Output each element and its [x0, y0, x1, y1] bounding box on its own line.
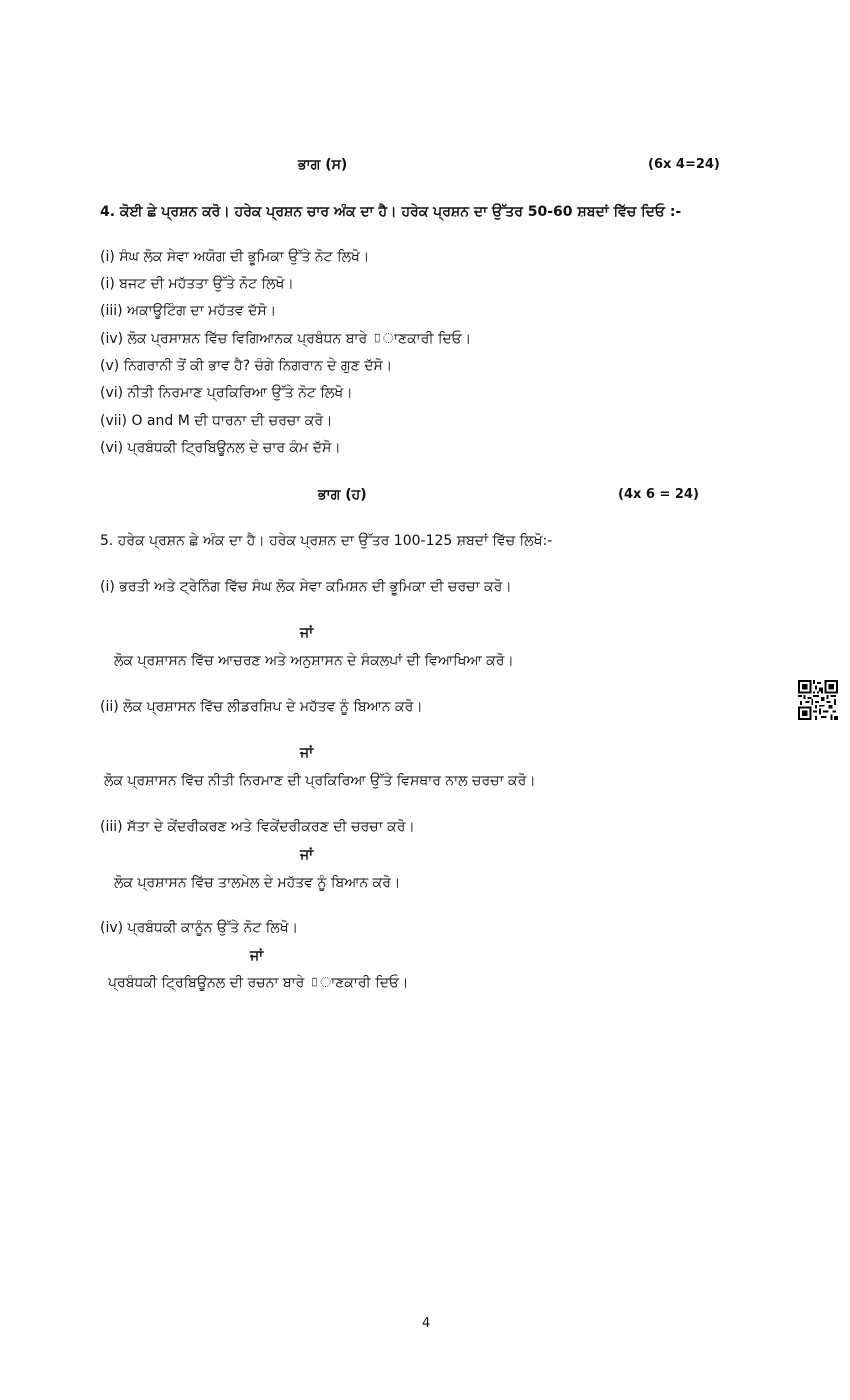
long-question-3: (iii) ਸੱਤਾ ਦੇ ਕੇਂਦਰੀਕਰਣ ਅਤੇ ਵਿਕੇਂਦਰੀਕਰਣ ਦੀ ਚਰਚਾ ਕਰੋ। — [100, 819, 415, 835]
question-item: (iii) ਅਕਾਊਟਿੰਗ ਦਾ ਮਹੱਤਵ ਦੱਸੋ। — [100, 303, 277, 319]
section-s-instruction: 4. ਕੋਈ ਛੇ ਪ੍ਰਸ਼ਨ ਕਰੋ। ਹਰੇਕ ਪ੍ਰਸ਼ਨ ਚਾਰ ਅੰਕ ਦਾ ਹੈ। ਹਰੇਕ ਪ੍ਰਸ਼ਨ ਦਾ ਉੱਤਰ 50-60 ਸ਼ਬਦਾਂ ਵਿੱਚ ਦਿਓ :- — [100, 204, 682, 220]
long-question-4: (iv) ਪ੍ਰਬੰਧਕੀ ਕਾਨੂੰਨ ਉੱਤੇ ਨੋਟ ਲਿਖੋ। — [100, 920, 299, 936]
long-question-4-alternative: ਪ੍ਰਬੰਧਕੀ ਟ੍ਰਿਬਿਊਨਲ ਦੀ ਰਚਨਾ ਬਾਰੇ ▯ਾਣਕਾਰੀ ਦਿਓ। — [108, 975, 409, 991]
or-label: ਜਾਂ — [300, 625, 314, 641]
question-item: (i) ਸੰਘ ਲੋਕ ਸੇਵਾ ਅਯੋਗ ਦੀ ਭੂਮਿਕਾ ਉੱਤੇ ਨੋਟ ਲਿਖੋ। — [100, 249, 370, 265]
or-label: ਜਾਂ — [300, 847, 314, 863]
section-s-heading: ਭਾਗ (ਸ) — [298, 157, 348, 173]
long-question-3-alternative: ਲੋਕ ਪ੍ਰਸ਼ਾਸਨ ਵਿੱਚ ਤਾਲਮੇਲ ਦੇ ਮਹੱਤਵ ਨੂੰ ਬਿਆਨ ਕਰੋ। — [114, 875, 401, 891]
or-label: ਜਾਂ — [300, 745, 314, 761]
long-question-1-alternative: ਲੋਕ ਪ੍ਰਸ਼ਾਸਨ ਵਿੱਚ ਆਚਰਣ ਅਤੇ ਅਨੁਸ਼ਾਸਨ ਦੇ ਸੰਕਲਪਾਂ ਦੀ ਵਿਆਖਿਆ ਕਰੋ। — [114, 653, 514, 669]
section-h-marks: (4x 6 = 24) — [618, 487, 699, 502]
or-label: ਜਾਂ — [250, 948, 264, 964]
page-number: 4 — [422, 1316, 431, 1331]
question-item: (vi) ਨੀਤੀ ਨਿਰਮਾਣ ਪ੍ਰਕਿਰਿਆ ਉੱਤੇ ਨੋਟ ਲਿਖੋ। — [100, 385, 353, 401]
qr-code-icon — [798, 680, 838, 720]
section-s-marks: (6x 4=24) — [648, 157, 720, 172]
question-item: (vii) O and M ਦੀ ਧਾਰਨਾ ਦੀ ਚਰਚਾ ਕਰੋ। — [100, 413, 333, 429]
section-h-heading: ਭਾਗ (ਹ) — [318, 487, 367, 503]
long-question-1: (i) ਭਰਤੀ ਅਤੇ ਟ੍ਰੇਨਿੰਗ ਵਿੱਚ ਸੰਘ ਲੋਕ ਸੇਵਾ ਕਮਿਸ਼ਨ ਦੀ ਭੂਮਿਕਾ ਦੀ ਚਰਚਾ ਕਰੋ। — [100, 579, 512, 595]
long-question-2-alternative: ਲੋਕ ਪ੍ਰਸ਼ਾਸਨ ਵਿੱਚ ਨੀਤੀ ਨਿਰਮਾਣ ਦੀ ਪ੍ਰਕਿਰਿਆ ਉੱਤੇ ਵਿਸਥਾਰ ਨਾਲ ਚਰਚਾ ਕਰੋ। — [104, 773, 536, 789]
section-h-instruction: 5. ਹਰੇਕ ਪ੍ਰਸ਼ਨ ਛੇ ਅੰਕ ਦਾ ਹੈ। ਹਰੇਕ ਪ੍ਰਸ਼ਨ ਦਾ ਉੱਤਰ 100-125 ਸ਼ਬਦਾਂ ਵਿੱਚ ਲਿਖੋ:- — [100, 533, 553, 549]
question-item: (vi) ਪ੍ਰਬੰਧਕੀ ਟ੍ਰਿਬਿਊਨਲ ਦੇ ਚਾਰ ਕੰਮ ਦੱਸੋ। — [100, 440, 341, 456]
question-item: (v) ਨਿਗਰਾਨੀ ਤੋਂ ਕੀ ਭਾਵ ਹੈ? ਚੰਗੇ ਨਿਗਰਾਨ ਦੇ ਗੁਣ ਦੱਸੋ। — [100, 358, 393, 374]
question-item: (iv) ਲੋਕ ਪ੍ਰਸਾਸ਼ਨ ਵਿੱਚ ਵਿਗਿਆਨਕ ਪ੍ਰਬੰਧਨ ਬਾਰੇ ▯ਾਣਕਾਰੀ ਦਿਓ। — [100, 331, 472, 347]
question-item: (i) ਬਜਟ ਦੀ ਮਹੱਤਤਾ ਉੱਤੇ ਨੋਟ ਲਿਖੋ। — [100, 276, 294, 292]
long-question-2: (ii) ਲੋਕ ਪ੍ਰਸ਼ਾਸਨ ਵਿੱਚ ਲੀਡਰਸ਼ਿਪ ਦੇ ਮਹੱਤਵ ਨੂੰ ਬਿਆਨ ਕਰੋ। — [100, 699, 423, 715]
